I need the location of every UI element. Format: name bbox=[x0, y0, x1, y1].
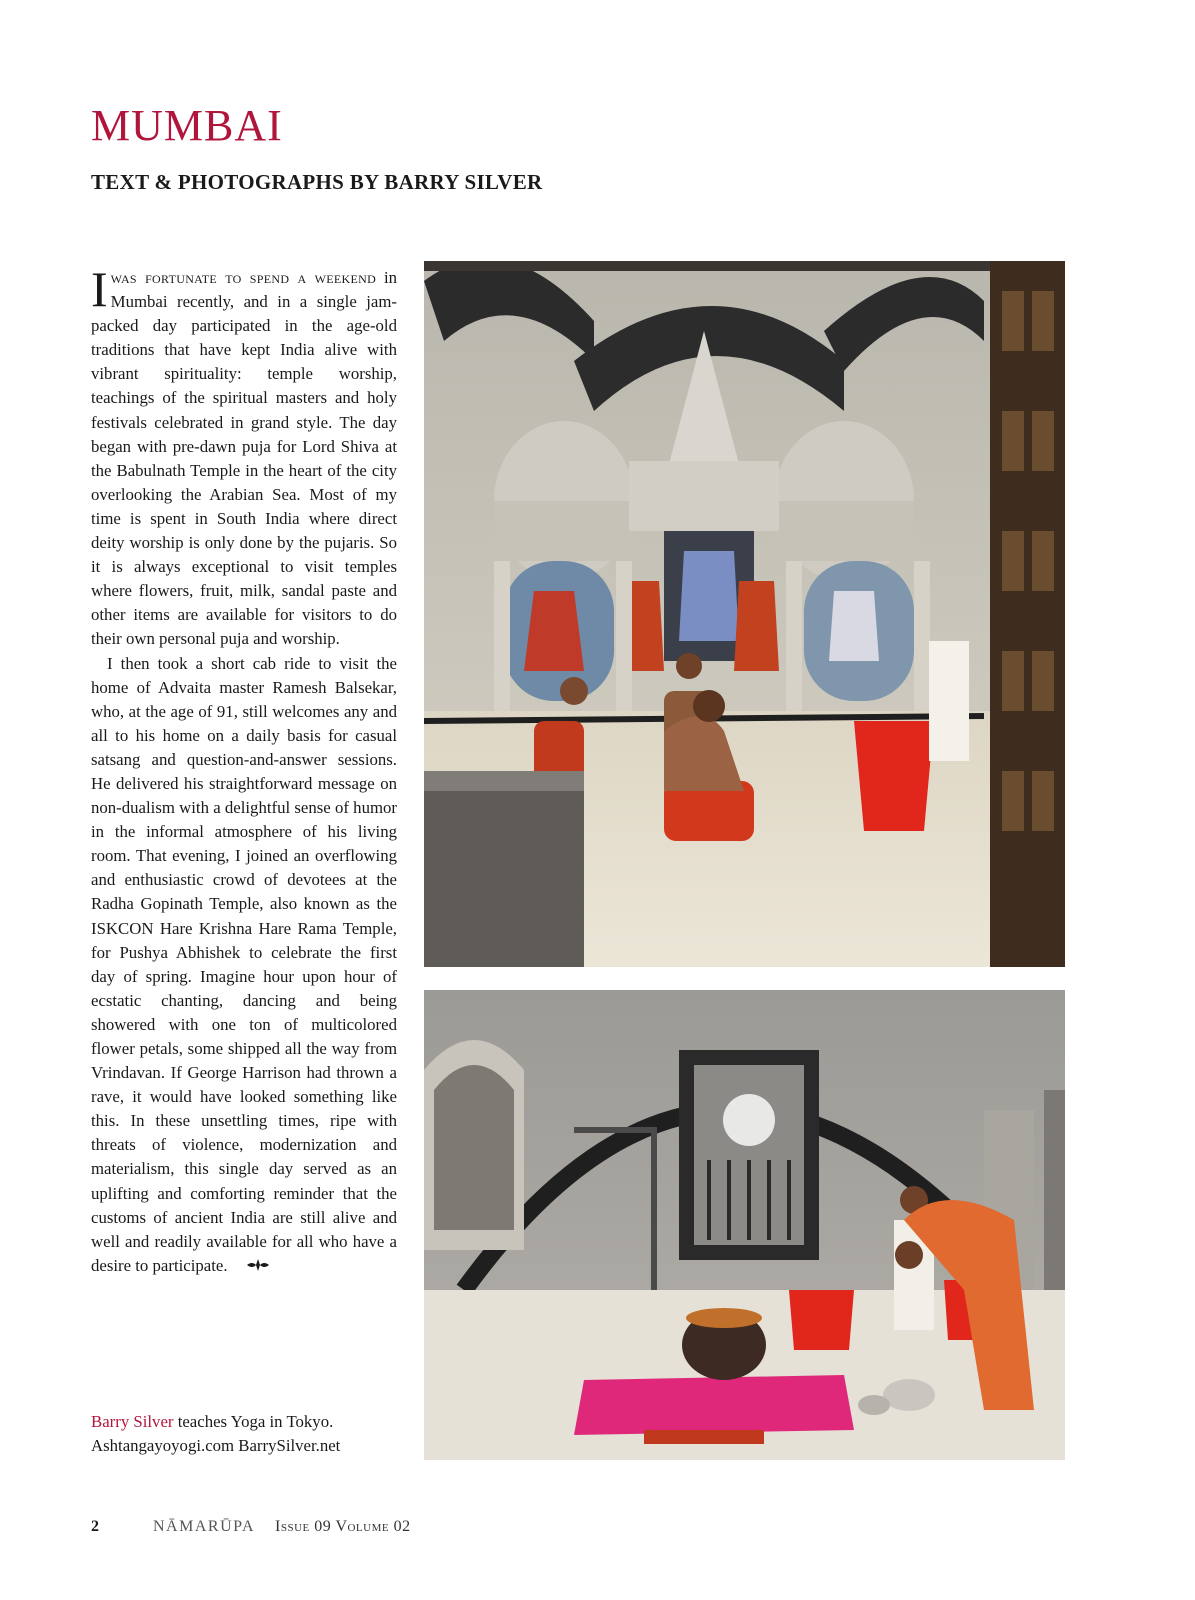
page-number: 2 bbox=[91, 1518, 99, 1535]
author-name: Barry Silver bbox=[91, 1412, 174, 1431]
issue-info: Issue 09 Volume 02 bbox=[275, 1518, 411, 1535]
article-title: MUMBAI bbox=[91, 101, 283, 150]
shiva-lingam-photo bbox=[424, 990, 1065, 1460]
paragraph-2-text: I then took a short cab ride to visit the home of Advaita master Ramesh Balsekar, who, at the age of 91, still welcomes any and all to his home on a daily basis for casual satsang and question-and-answer sessions. He delivered his straightforward message on non-dualism with a delightful sense of humor in the informal atmosphere of his living room. That evening, I joined an overflowing and enthusiastic crowd of devotees at the Radha Gopinath Temple, also known as the ISKCON Hare Krishna Hare Rama Temple, for Pushya Abhishek to celebrate the first day of spring. Imagine hour upon hour of ecstatic chanting, dancing and being showered with one ton of multicolored flower petals, some shipped all the way from Vrindavan. If George Harrison had thrown a rave, it would have looked something like this. In these unsettling times, ripe with threats of violence, modernization and materialism, this single day served as an uplifting and comforting reminder that the customs of ancient India are still alive and well and readily available for all who have a desire to participate. bbox=[91, 653, 397, 1275]
temple-shrine-photo bbox=[424, 261, 1065, 967]
magazine-name: NĀMARŪPA bbox=[153, 1518, 256, 1535]
paragraph-2 bbox=[91, 652, 397, 1280]
article-body bbox=[91, 261, 397, 1279]
drop-cap: I bbox=[91, 261, 108, 317]
author-links: Ashtangayoyogi.com BarrySilver.net bbox=[91, 1436, 341, 1455]
paragraph-1 bbox=[91, 261, 397, 652]
page-footer bbox=[91, 1518, 691, 1542]
author-bio bbox=[91, 1410, 411, 1458]
byline: TEXT & PHOTOGRAPHS BY BARRY SILVER bbox=[91, 170, 543, 194]
lotus-flourish-icon bbox=[230, 1255, 270, 1279]
lead-in-small-caps: was fortunate to spend a weekend bbox=[110, 268, 377, 287]
paragraph-1-text: in Mumbai recently, and in a single jam-packed day participated in the age-old traditions that have kept India alive with vibrant spirituality: temple worship, teachings of the spiritual masters and holy festivals celebrated in grand style. The day began with pre-dawn puja for Lord Shiva at the Babulnath Temple in the heart of the city overlooking the Arabian Sea. Most of my time is spent in South India where direct deity worship is only done by the pujaris. So it is always exceptional to visit temples where flowers, fruit, milk, sandal paste and other items are available for visitors to do their own personal puja and worship. bbox=[91, 268, 397, 649]
author-bio-text: teaches Yoga in Tokyo. bbox=[173, 1412, 334, 1431]
